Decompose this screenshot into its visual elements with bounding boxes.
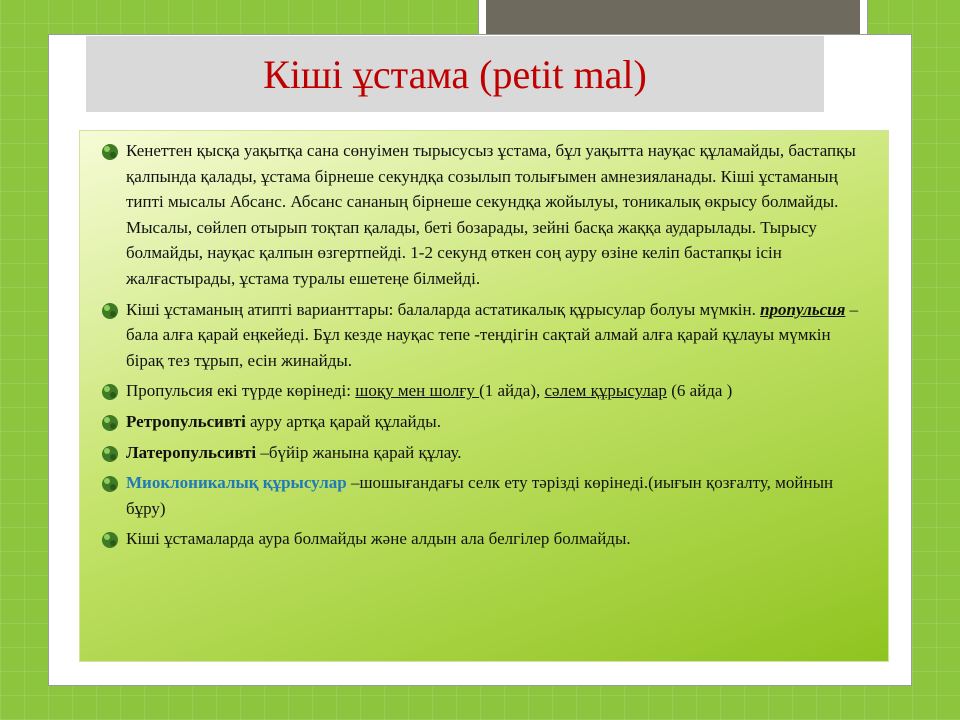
underlined-term: сәлем құрысулар	[544, 381, 667, 401]
term-retropulsive: Ретропульсивті	[126, 411, 246, 431]
bullet-item	[96, 378, 866, 404]
green-gem-bullet-icon	[98, 528, 122, 552]
term-myoclonic: Миоклоникалық құрысулар	[126, 473, 347, 493]
bullet-text: –шошығандағы селк ету тәрізді көрінеді.(иығын қозғалту, мойнын бұру)	[126, 473, 834, 518]
bullet-item	[96, 138, 866, 292]
slide-title: Кіші ұстама (petit mal)	[263, 51, 647, 97]
green-gem-bullet-icon	[98, 299, 122, 323]
bullet-text: ауру артқа қарай құлайды.	[245, 411, 441, 431]
bullet-list	[96, 138, 866, 557]
bullet-text: Кіші ұстамаларда аура болмайды және алдын ала белгілер болмайды.	[126, 529, 631, 549]
bullet-text: (1 айда),	[479, 381, 545, 401]
green-gem-bullet-icon	[98, 140, 122, 164]
bullet-item	[96, 526, 866, 552]
green-gem-bullet-icon	[98, 442, 122, 466]
bullet-text: –бала алға қарай еңкейеді. Бұл кезде науқас тепе -теңдігін сақтай алмай алға қарай құлауы мүмкін бірақ тез тұрып, есін жинайды.	[126, 299, 859, 370]
bullet-text: Пропульсия екі түрде көрінеді:	[126, 381, 356, 401]
bullet-text: Кенеттен қысқа уақытқа сана сөнуімен тырысусыз ұстама, бұл уақытта науқас құламайды, бастапқы қалпында қалады, ұстама бірнеше секундқа созылып толығымен амнезияланады. Кіші ұстаманың типті мысалы Абсанс. Абсанс сананың бірнеше секундқа жойылуы, тоникалық өкрысу болмайды. Мысалы, сөйлеп отырып тоқтап қалады, беті бозарады, зейні басқа жаққа аударылады. Тырысу болмайды, науқас қалпын өзгертпейді. 1-2 секунд өткен соң ауру өзіне келіп бастапқы ісін жалғастырады, ұстама туралы ешетеңе білмейді.	[126, 141, 856, 288]
underlined-term: шоқу мен шолғу	[355, 381, 480, 401]
green-gem-bullet-icon	[98, 380, 122, 404]
bullet-item	[96, 440, 866, 466]
term-propulsion: пропульсия	[760, 299, 846, 319]
bullet-text: Кіші ұстаманың атипті варианттары: балаларда астатикалық құрысулар болуы мүмкін.	[126, 299, 761, 319]
bullet-text: –бүйір жанына қарай құлау.	[256, 442, 462, 462]
bullet-item	[96, 297, 866, 374]
green-gem-bullet-icon	[98, 472, 122, 496]
bullet-text: (6 айда )	[666, 381, 733, 401]
bullet-item	[96, 409, 866, 435]
green-gem-bullet-icon	[98, 411, 122, 435]
bullet-item	[96, 470, 866, 521]
term-lateropulsive: Латеропульсивті	[126, 442, 257, 462]
